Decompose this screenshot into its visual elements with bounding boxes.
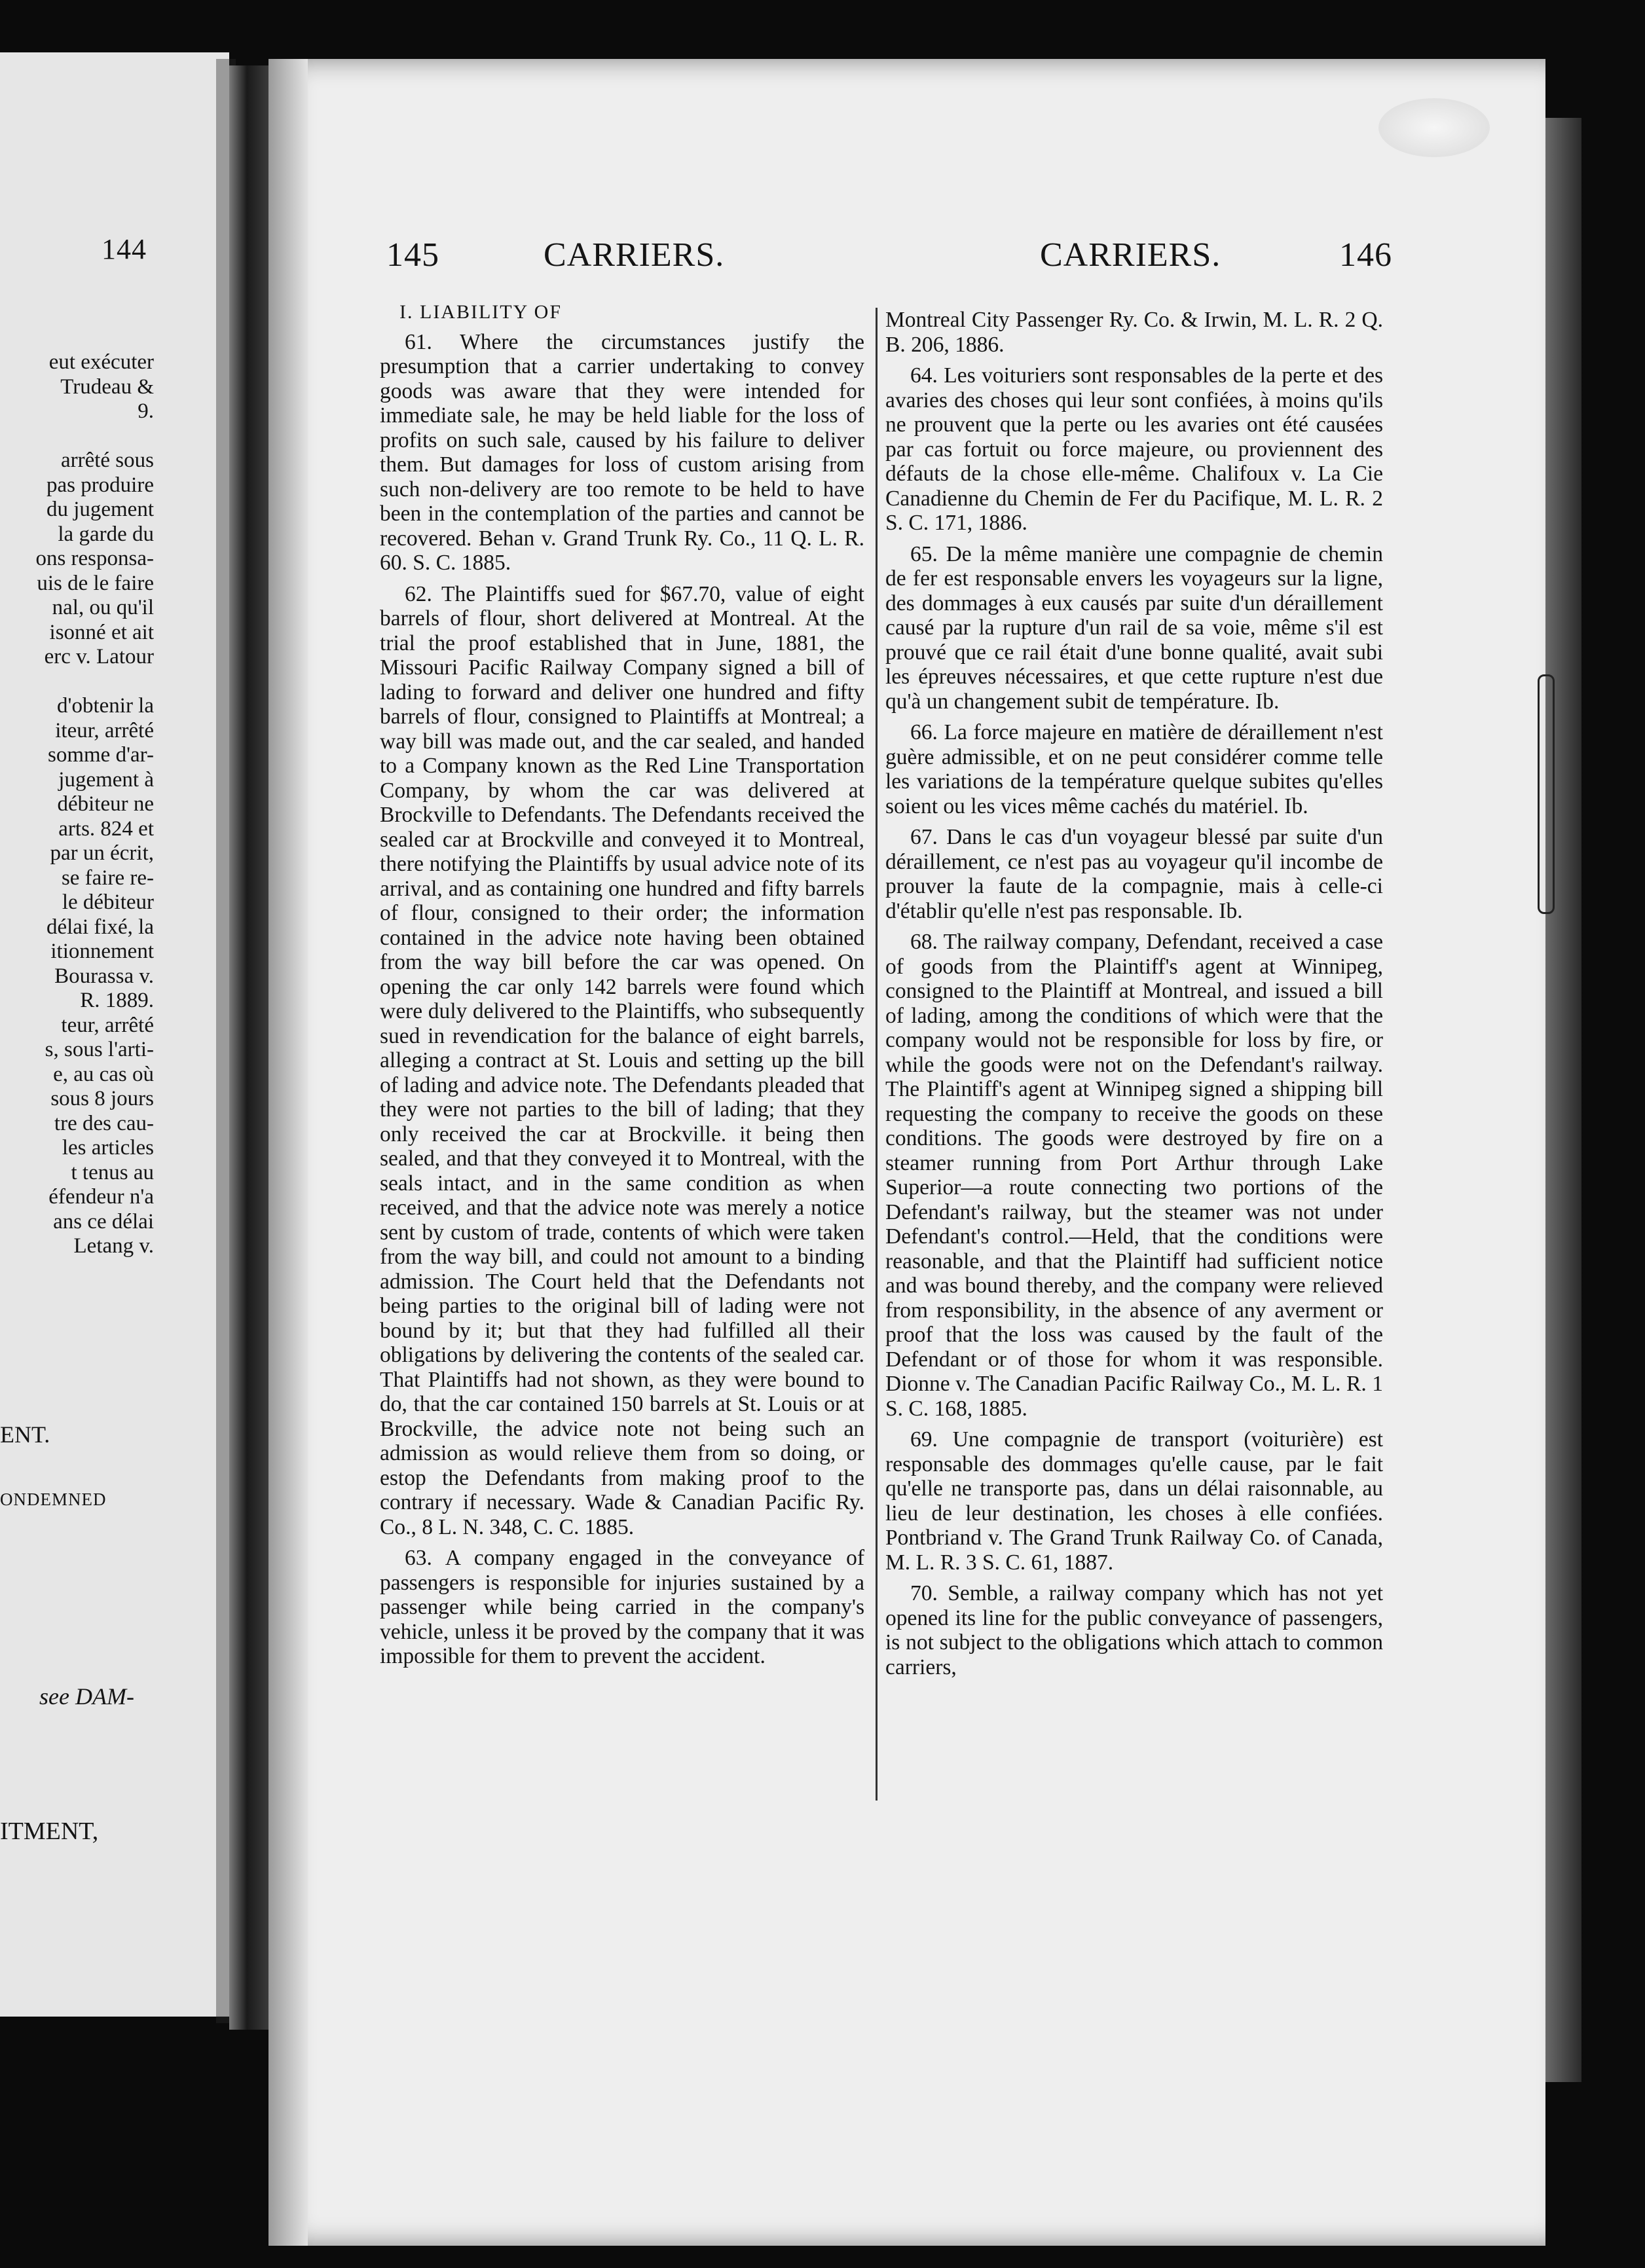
- left-page-number: 144: [102, 233, 147, 265]
- left-fragment-line: le débiteur: [62, 890, 154, 914]
- left-fragment-line: par un écrit,: [50, 841, 154, 865]
- column-one-paragraphs: [380, 330, 864, 1669]
- col1-paragraph: 62. The Plaintiffs sued for $67.70, value of eight barrels of flour, short delivered at Montreal. At the trial the proof established that in June, 1881, the Missouri Pacific Railway Company signed a bill of lading to forward and deliver one hundred and fifty barrels of flour, consigned to Plaintiffs at Montreal; a way bill was made out, and the car sealed, and handed to a Company known as the Red Line Transportation Company, by whom the car was delivered at Brockville to Defendants. The Defendants received the sealed car at Brockville and conveyed it to Montreal, there notifying the Plaintiffs by usual advice note of its arrival, and as containing one hundred and fifty barrels of flour, consigned to their order; the information contained in the advice note having been obtained from the way bill before the car was opened. On opening the car only 142 barrels were found which were duly delivered to the Plaintiffs, who subsequently sued in revendication for the balance of eight barrels, alleging a contract at St. Louis and setting up the bill of lading and advice note. The Defendants pleaded that they were not parties to the bill of lading; that they only received the car at Brockville. it being then sealed, and that they conveyed it to Montreal, with the seals intact, and in the same condition as when received, and that the advice note was merely a notice sent by custom of trade, contents of which were taken from the way bill, and could not amount to a binding admission. The Court held that the Defendants not being parties to the original bill of lading were not bound by it; but that they had fulfilled all their obligations by delivering the contents of the sealed car. That Plaintiffs had not shown, as they were bound to do, that the car contained 150 barrels at St. Louis or at Brockville, the advice note not being such an admission as would relieve them from so doing, or estop the Defendants from making proof to the contrary if necessary. Wade & Canadian Pacific Ry. Co., 8 L. N. 348, C. C. 1885.: [380, 581, 864, 1539]
- col2-paragraph: 68. The railway company, Defendant, received a case of goods from the Plaintiff's agent at Winnipeg, consigned to the Plaintiff at Montreal, and issued a bill of lading, among the conditions of which were that the company would not be responsible for loss by fire, or while the goods were not on the Defendant's railway. The Plaintiff's agent at Winnipeg signed a shipping bill requesting the company to receive the goods on these conditions. The goods were destroyed by fire on a steamer running from Port Arthur through Lake Superior—a route connecting two portions of the Defendant's railway, but the steamer was not under Defendant's control.—Held, that the conditions were reasonable, and that the Plaintiff had sufficient notice and was bound thereby, and the company were relieved from responsibility, in the absence of any averment or proof that the loss was caused by the fault of the Defendant or of those for whom it was responsible. Dionne v. The Canadian Pacific Railway Co., M. L. R. 1 S. C. 168, 1885.: [885, 930, 1383, 1421]
- see-dam-reference: see DAM-: [39, 1683, 134, 1710]
- column-divider: [876, 308, 878, 1801]
- column-two-paragraphs: [885, 308, 1383, 1679]
- heading-itment: ITMENT,: [0, 1818, 99, 1845]
- section-title: I. LIABILITY OF: [399, 301, 563, 323]
- library-stamp-blot: [1378, 98, 1490, 157]
- left-fragment-line: pas produire: [46, 473, 154, 497]
- left-fragment-line: sous 8 jours: [50, 1087, 154, 1110]
- left-fragment-line: arts. 824 et: [58, 816, 154, 841]
- left-fragment-line: s, sous l'arti-: [45, 1038, 154, 1061]
- col2-paragraph: 67. Dans le cas d'un voyageur blessé par suite d'un déraillement, ce n'est pas au voyageur qu'il incombe de prouver la faute de la compagnie, mais à celle-ci d'établir qu'elle n'est pas responsable. Ib.: [885, 825, 1383, 923]
- left-fragment-line: arrêté sous: [60, 448, 154, 472]
- left-fragment-line: du jugement: [46, 498, 154, 521]
- left-fragment-line: se faire re-: [61, 866, 154, 890]
- left-fragment-line: d'obtenir la: [57, 694, 154, 718]
- left-fragment-line: [0, 424, 154, 449]
- col2-paragraph: 66. La force majeure en matière de déraillement n'est guère admissible, et on ne peut considérer comme telle les variations de la température quelque subites qu'elles soient ou les vices même cachés du matériel. Ib.: [885, 720, 1383, 818]
- left-fragment-line: t tenus au: [71, 1160, 154, 1184]
- left-fragment-line: délai fixé, la: [46, 915, 154, 939]
- left-page-fragments: [0, 350, 154, 1259]
- left-fragment-line: e, au cas où: [53, 1062, 154, 1086]
- left-fragment-line: ans ce délai: [53, 1209, 154, 1234]
- left-fragment-line: la garde du: [58, 522, 154, 546]
- page-number-146: 146: [1339, 236, 1392, 274]
- left-fragment-line: Trudeau &: [60, 375, 154, 399]
- binding-mark: [1538, 674, 1555, 914]
- left-fragment-line: éfendeur n'a: [48, 1185, 154, 1209]
- running-header-left: CARRIERS.: [544, 236, 725, 274]
- col2-paragraph: Montreal City Passenger Ry. Co. & Irwin, M. L. R. 2 Q. B. 206, 1886.: [885, 308, 1383, 357]
- column-one: [380, 300, 864, 1675]
- left-fragment-line: Bourassa v.: [54, 964, 154, 988]
- left-fragment-line: Letang v.: [73, 1234, 154, 1258]
- left-fragment-line: ons responsa-: [35, 547, 154, 570]
- col2-paragraph: 65. De la même manière une compagnie de chemin de fer est responsable envers les voyageurs sur la ligne, des dommages à eux causés par suite d'un déraillement causé par la rupture d'un rail de sa voie, même s'il est prouvé que ce rail était d'une bonne qualité, avait subi les épreuves nécessaires, et que cette rupture n'est due qu'à un changement subit de température. Ib.: [885, 541, 1383, 714]
- left-page: [0, 52, 229, 2017]
- left-fragment-line: tre des cau-: [54, 1111, 154, 1135]
- left-fragment-line: débiteur ne: [57, 792, 154, 816]
- left-fragment-line: nal, ou qu'il: [52, 596, 154, 619]
- column-two: [885, 308, 1383, 1686]
- left-fragment-line: erc v. Latour: [44, 645, 154, 668]
- left-fragment-line: itionnement: [50, 940, 154, 963]
- col1-paragraph: 61. Where the circumstances justify the presumption that a carrier undertaking to convey goods was aware that they were intended for immediate sale, he may be held liable for the loss of profits on such sale, caused by his failure to deliver them. But damages for loss of custom arising from such non-delivery are too remote to be held to have been in the contemplation of the parties and cannot be recovered. Behan v. Grand Trunk Ry. Co., 11 Q. L. R. 60. S. C. 1885.: [380, 329, 864, 575]
- running-header-right: CARRIERS.: [1040, 236, 1221, 274]
- col2-paragraph: 69. Une compagnie de transport (voiturière) est responsable des dommages qu'elle cause, par le fait qu'elle ne transporte pas, dans un délai raisonnable, au lieu de leur destination, les choses à elle confiées. Pontbriand v. The Grand Trunk Railway Co. of Canada, M. L. R. 3 S. C. 61, 1887.: [885, 1427, 1383, 1575]
- left-fragment-line: les articles: [62, 1136, 154, 1160]
- left-fragment-line: teur, arrêté: [61, 1013, 154, 1037]
- col2-paragraph: 70. Semble, a railway company which has not yet opened its line for the public conveyance of passengers, is not subject to the obligations which attach to common carriers,: [885, 1581, 1383, 1679]
- left-fragment-line: eut exécuter: [48, 350, 154, 374]
- left-fragment-line: iteur, arrêté: [55, 718, 154, 742]
- page-number-145: 145: [386, 236, 439, 274]
- left-fragment-line: [0, 670, 154, 695]
- left-fragment-line: uis de le faire: [37, 571, 154, 595]
- heading-ent: ENT.: [0, 1421, 50, 1448]
- left-fragment-line: somme d'ar-: [48, 743, 154, 767]
- heading-condemned: ONDEMNED: [0, 1490, 107, 1509]
- col2-paragraph: 64. Les voituriers sont responsables de la perte et des avaries des choses qui leur sont confiées, à moins qu'ils ne prouvent que la perte ou les avaries ont été causées par cas fortuit ou force majeure, ou proviennent des défauts de la chose elle-même. Chalifoux v. La Cie Canadienne du Chemin de Fer du Pacifique, M. L. R. 2 S. C. 171, 1886.: [885, 363, 1383, 535]
- book-gutter: [229, 65, 268, 2030]
- page-fold-shading: [268, 59, 308, 2246]
- left-fragment-line: R. 1889.: [80, 989, 154, 1012]
- left-fragment-line: isonné et ait: [49, 620, 154, 644]
- left-fragment-line: 9.: [138, 399, 154, 423]
- page-edge: [1545, 118, 1581, 2082]
- left-fragment-line: jugement à: [58, 767, 154, 792]
- col1-paragraph: 63. A company engaged in the conveyance of passengers is responsible for injuries sustained by a passenger while being carried in the company's vehicle, unless it be proved by the company that it was impossible for them to prevent the accident.: [380, 1546, 864, 1668]
